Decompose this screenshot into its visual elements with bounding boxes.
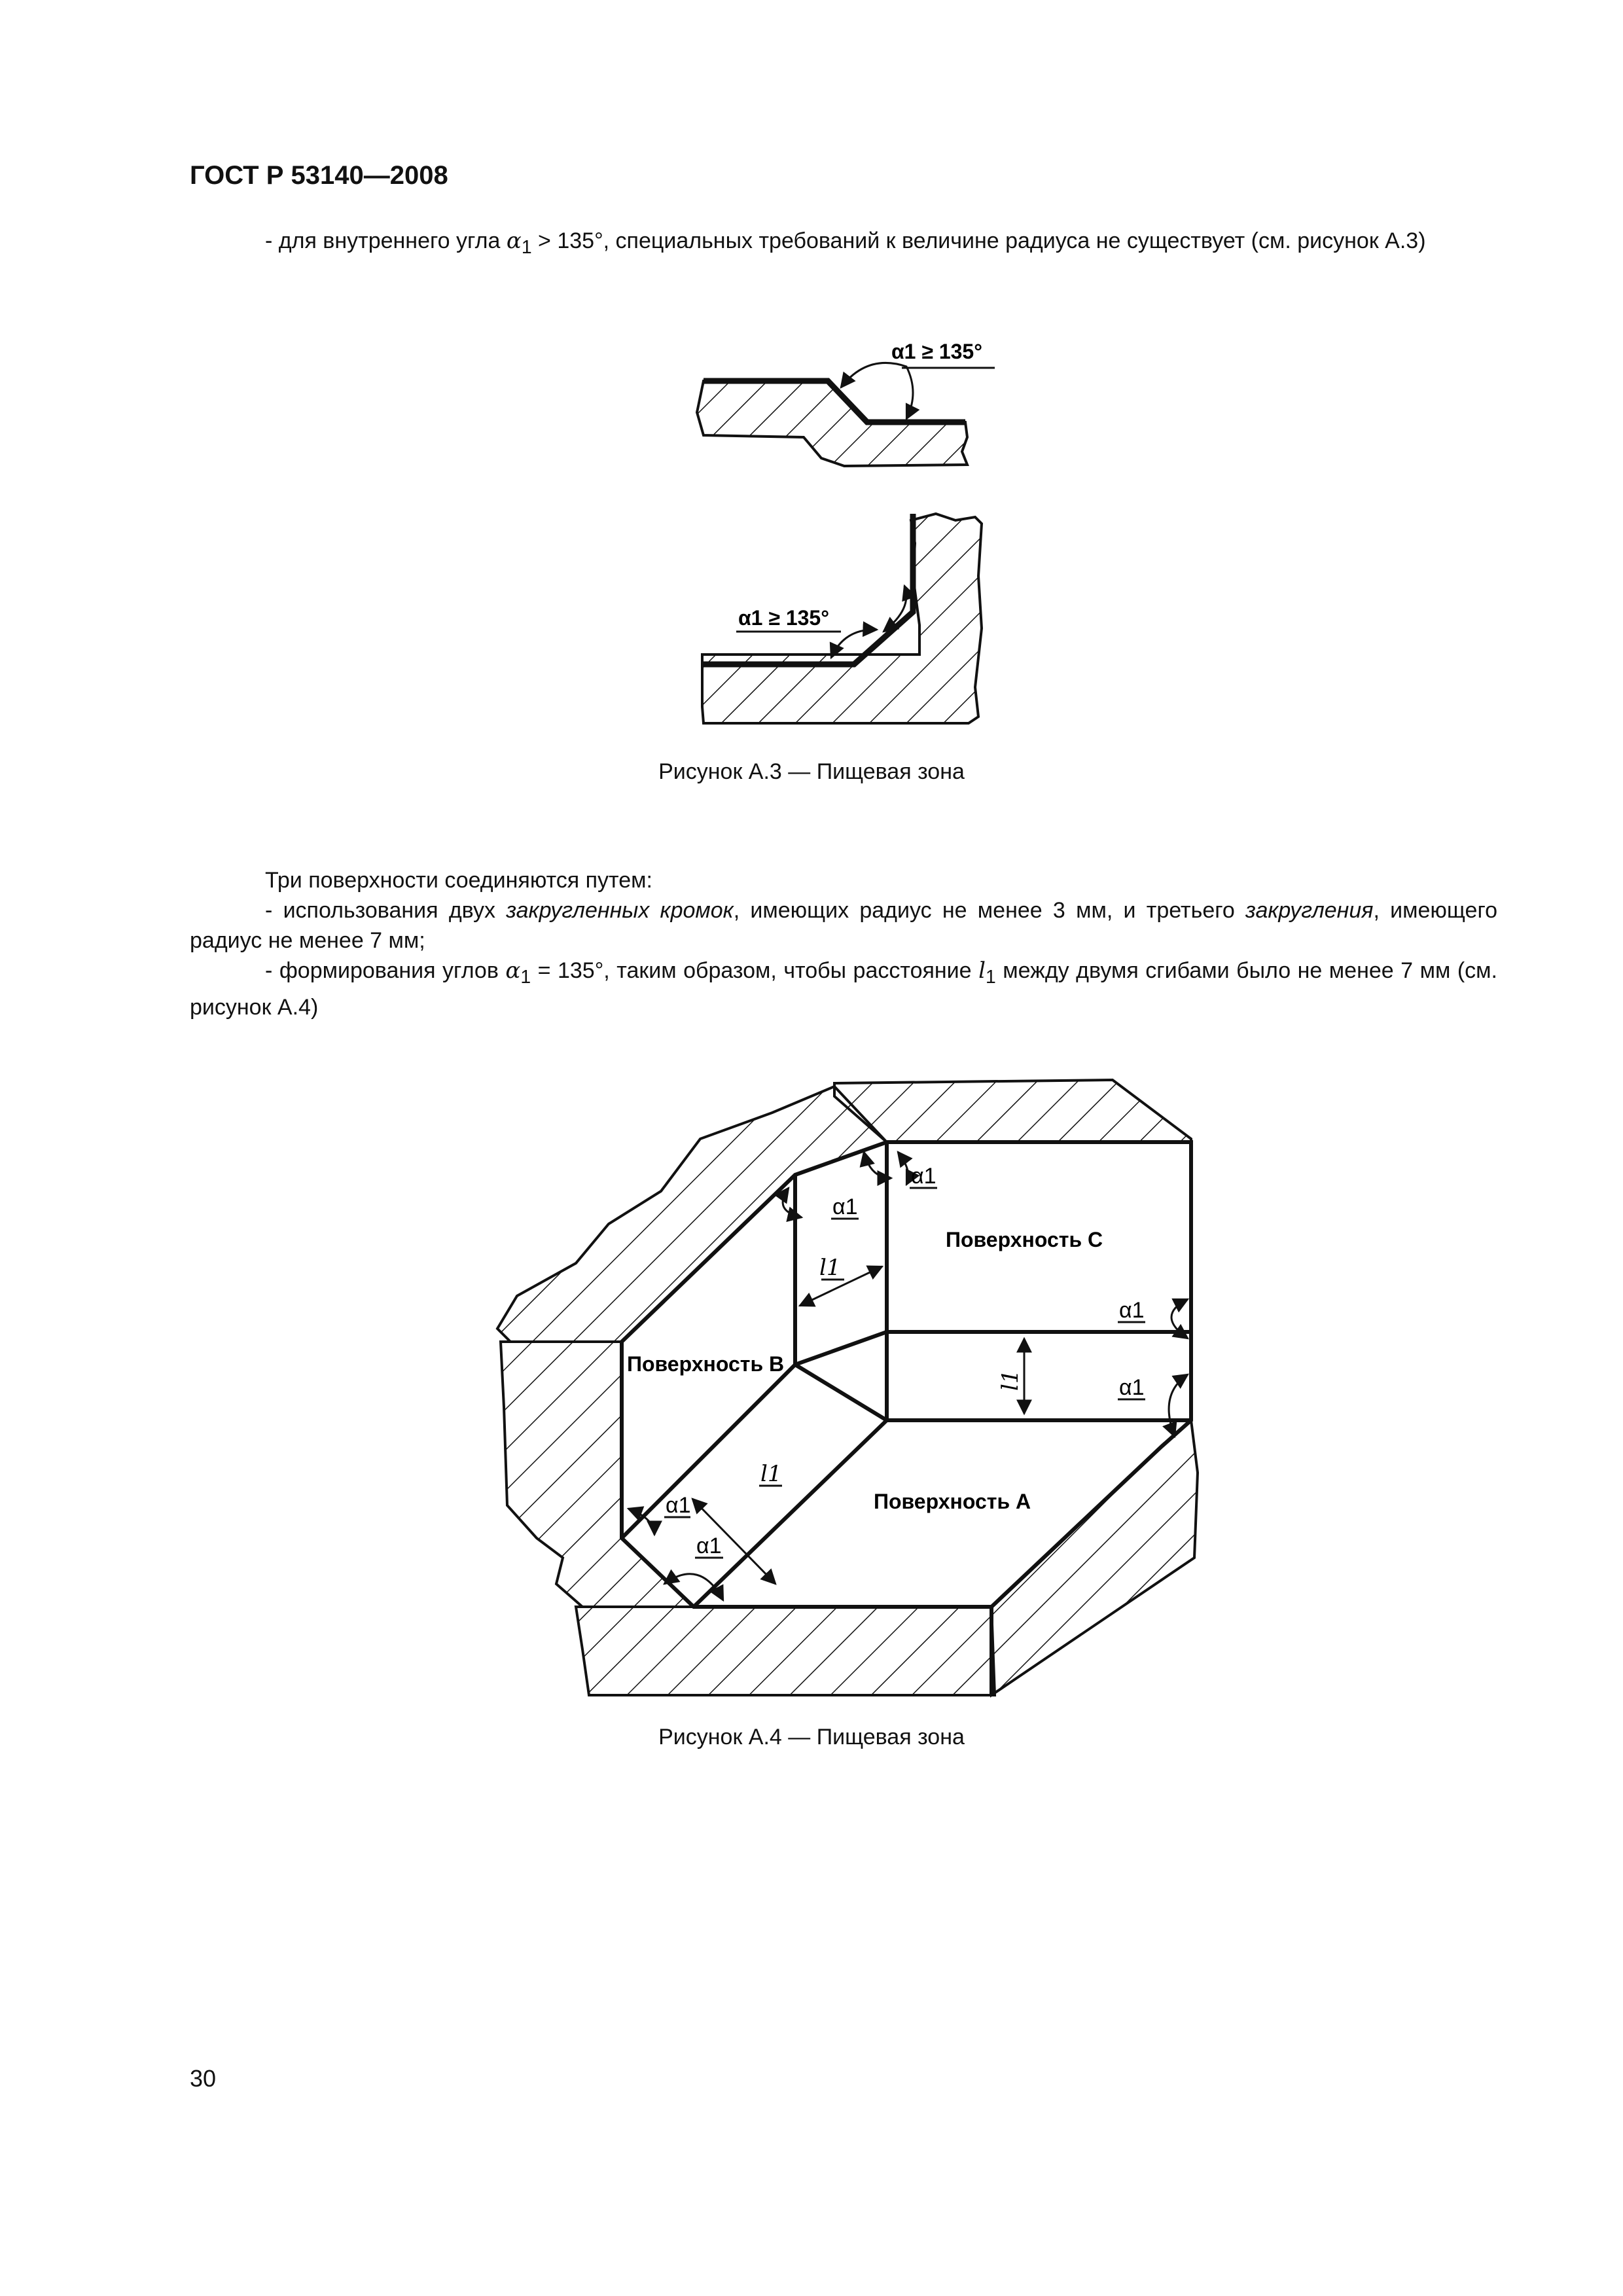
hatched-wall-right: [991, 1420, 1198, 1695]
para2-line3-c: между двумя сгибами было не менее 7 мм (см. рисунок А.4): [190, 958, 1497, 1020]
surface-a-label: Поверхность А: [874, 1490, 1031, 1513]
hatched-wall-left: [501, 1342, 694, 1607]
l1-label-top: l1: [819, 1255, 841, 1281]
paragraph-three-surfaces-intro: Три поверхности соединяются путем:: [265, 868, 652, 893]
hatched-wall-diagonal: [497, 1086, 887, 1342]
surface-b-label: Поверхность В: [627, 1352, 785, 1376]
l-subscript: 1: [985, 966, 996, 988]
dimension-arrow-l1-top: [800, 1266, 882, 1306]
angle-label-bottom: α1 ≥ 135°: [738, 606, 829, 630]
figure-a3: [0, 0, 1623, 740]
para2-line2-e: , имеющего радиус не менее 7 мм;: [190, 898, 1498, 953]
section-profile-lower: [702, 514, 982, 723]
para2-line2-a: - использования двух: [265, 898, 507, 923]
alpha-label-3: α1: [1119, 1298, 1145, 1323]
section-profile-upper: [697, 340, 995, 466]
alpha-label-1: α1: [832, 1194, 858, 1219]
alpha-label-2: α1: [911, 1164, 936, 1189]
para2-line3-b: = 135°, таким образом, чтобы расстояние: [531, 958, 979, 983]
page-number: 30: [190, 2065, 217, 2092]
document-header: ГОСТ Р 53140—2008: [190, 161, 448, 190]
hatched-wall-bottom: [576, 1607, 995, 1695]
alpha-label-6: α1: [696, 1534, 722, 1558]
alpha-subscript-2: 1: [520, 966, 531, 988]
paragraph-angle-formation: [190, 956, 1497, 1022]
l-symbol: l: [978, 958, 986, 984]
alpha-symbol: α: [506, 228, 522, 254]
para1-prefix: - для внутреннего угла: [265, 228, 507, 253]
para1-suffix: > 135°, специальных требований к величине радиуса не существует (см. рисунок А.3): [531, 228, 1426, 253]
para2-line2-b: закругленных кромок: [506, 898, 734, 923]
alpha-label-5: α1: [666, 1493, 691, 1518]
l1-label-right: l1: [997, 1369, 1024, 1391]
alpha-subscript: 1: [521, 236, 532, 258]
alpha-symbol-2: α: [505, 958, 521, 984]
figure-a3-caption: Рисунок А.3 — Пищевая зона: [658, 759, 965, 784]
para2-line2-c: , имеющих радиус не менее 3 мм, и третьего: [733, 898, 1246, 923]
figure-a4-caption: Рисунок А.4 — Пищевая зона: [658, 1725, 965, 1749]
para2-line2-d: закругления: [1245, 898, 1374, 923]
alpha-label-4: α1: [1119, 1375, 1145, 1400]
surface-c-label: Поверхность С: [946, 1228, 1103, 1251]
angle-label-top: α1 ≥ 135°: [891, 340, 982, 363]
hatched-wall-top: [834, 1080, 1191, 1142]
l1-label-bottom: l1: [760, 1461, 782, 1487]
paragraph-rounded-edges: [190, 895, 1497, 956]
para2-line3-a: - формирования углов: [265, 958, 506, 983]
figure-a4: [0, 1060, 1623, 1715]
